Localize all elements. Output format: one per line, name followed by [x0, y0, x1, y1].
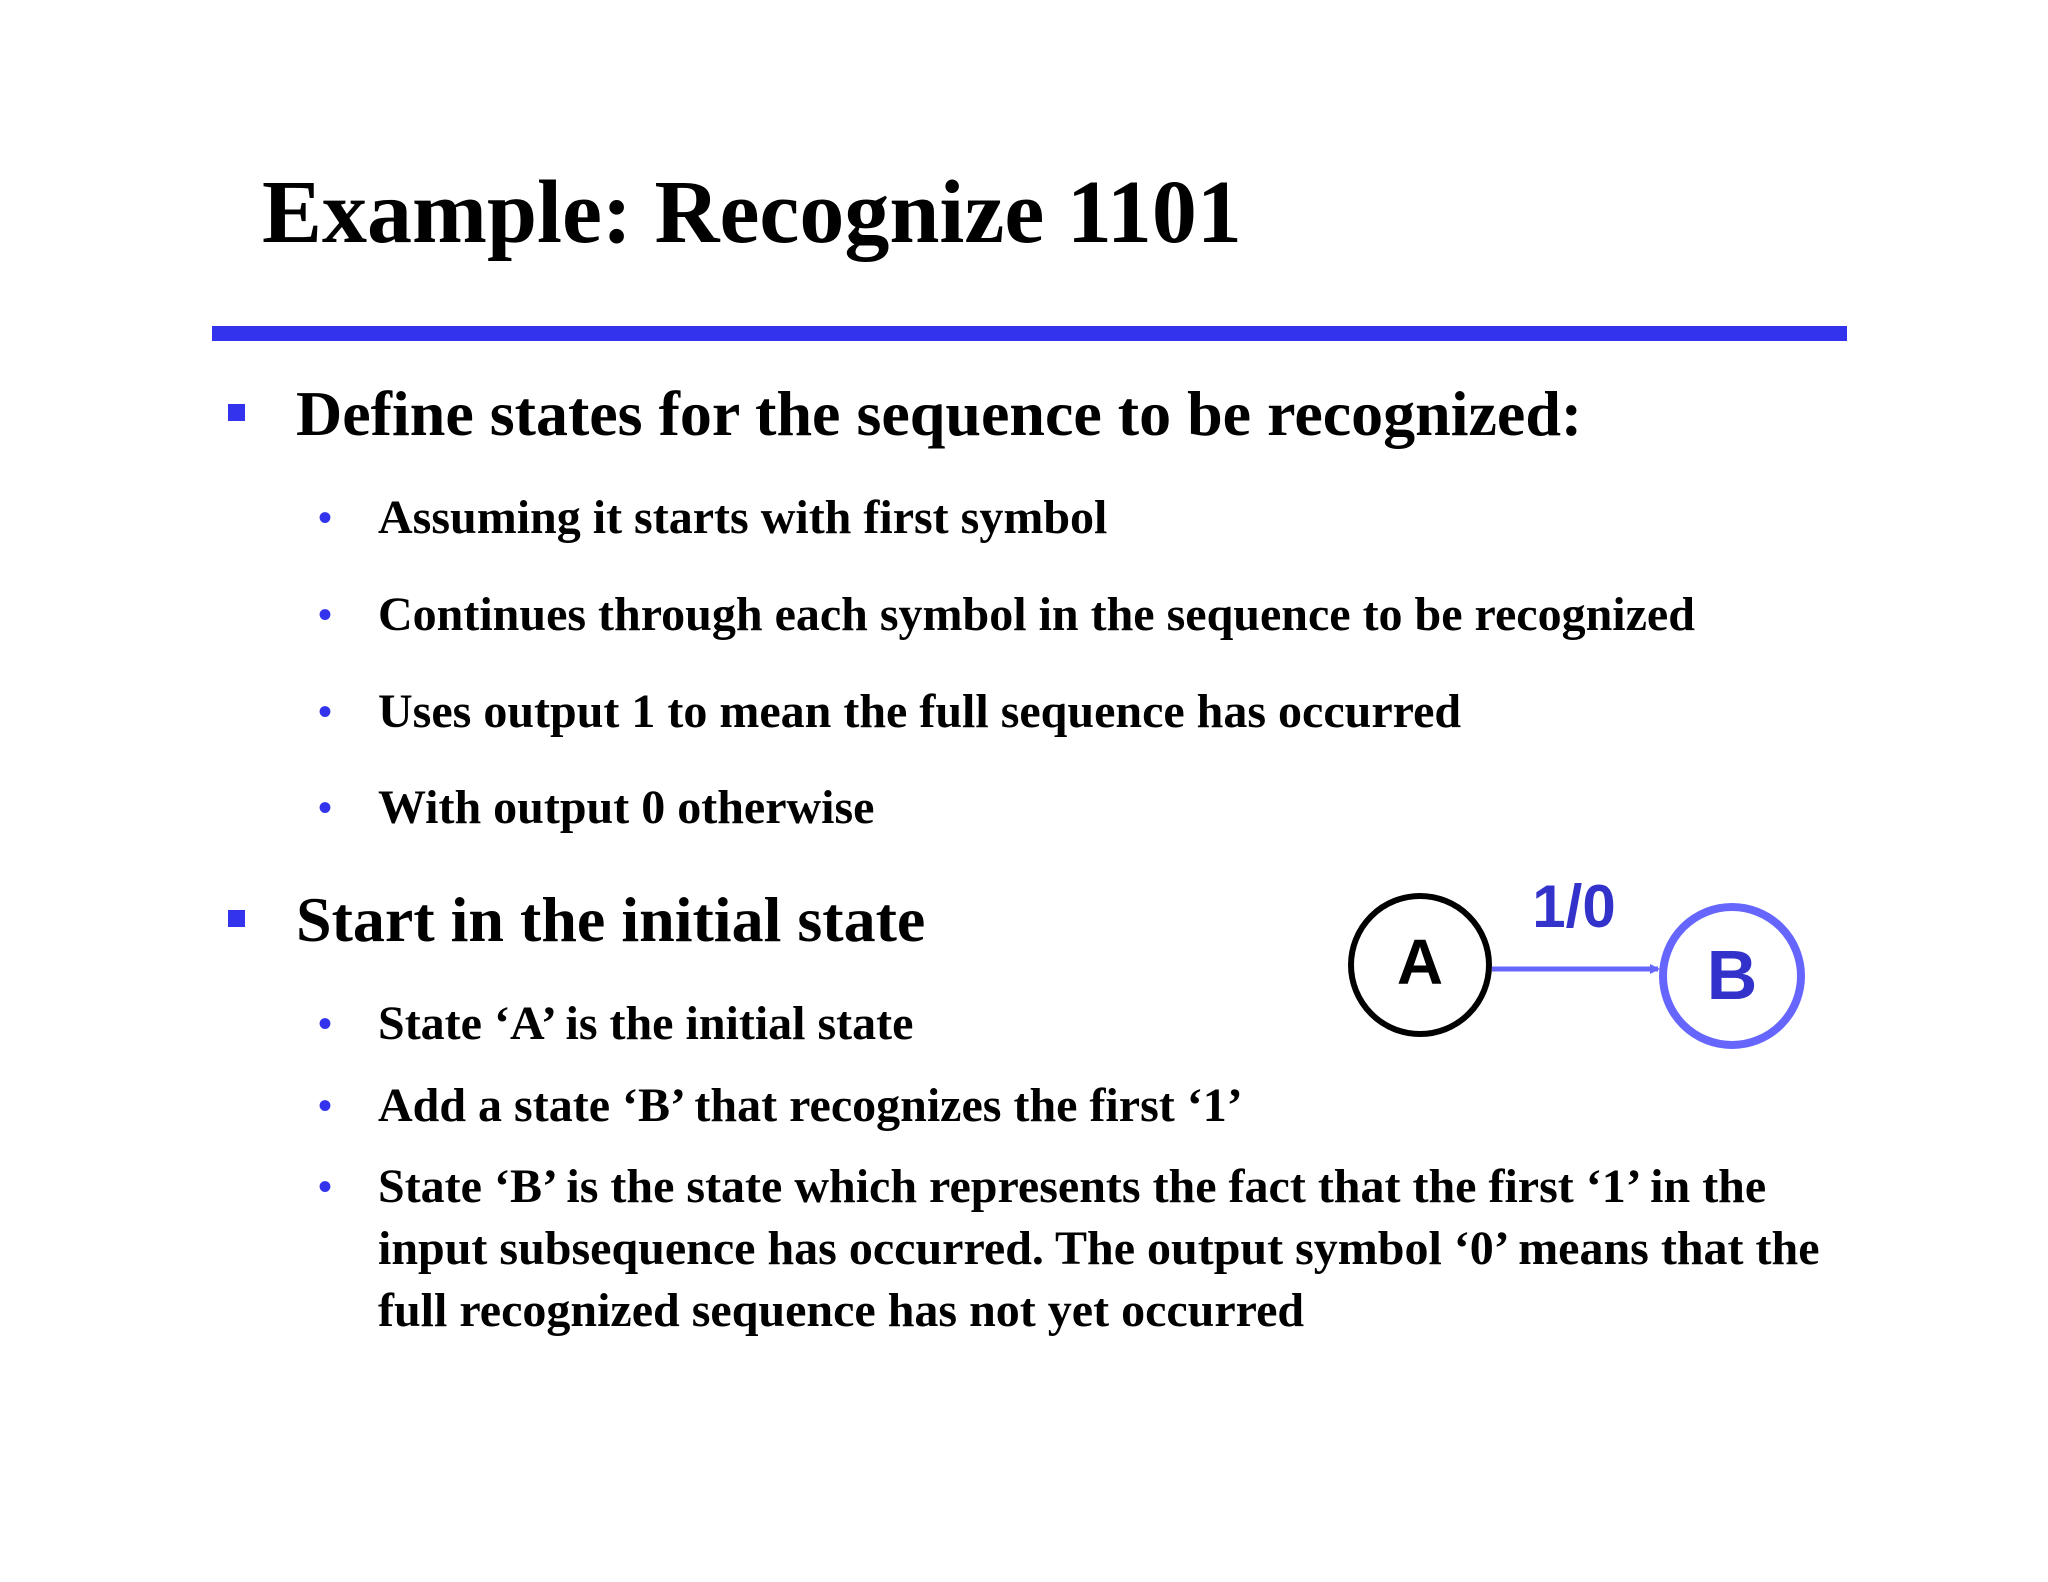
- state-b-label: B: [1706, 936, 1758, 1014]
- bullet-icon: •: [318, 1164, 333, 1209]
- bullet-icon: •: [318, 689, 333, 734]
- section1-heading: Define states for the sequence to be recognized:: [296, 378, 1583, 449]
- bullet-icon: •: [318, 495, 333, 540]
- bullet-text: Continues through each symbol in the sequence to be recognized: [378, 588, 1695, 641]
- slide-title: Example: Recognize 1101: [262, 163, 1242, 262]
- bullet-text: Add a state ‘B’ that recognizes the first ‘1’: [378, 1079, 1243, 1132]
- bullet-icon: •: [318, 785, 333, 830]
- transition-label: 1/0: [1532, 880, 1616, 940]
- state-b-node: [1663, 907, 1801, 1045]
- bullet-text: State ‘A’ is the initial state: [378, 997, 914, 1050]
- state-a-node: [1351, 896, 1489, 1034]
- bullet-text: State ‘B’ is the state which represents the fact that the first ‘1’ in the input subsequence has occurred. The output symbol ‘0’ means that the full recognized sequence has not yet occurred: [378, 1160, 1820, 1337]
- bullet-text: With output 0 otherwise: [378, 781, 875, 834]
- bullet-text: Uses output 1 to mean the full sequence has occurred: [378, 685, 1462, 738]
- state-diagram: [1340, 880, 1820, 1060]
- title-divider: [212, 326, 1847, 341]
- bullet-icon: •: [318, 1083, 333, 1128]
- bullet-text: Assuming it starts with first symbol: [378, 491, 1108, 544]
- section2-heading: Start in the initial state: [296, 884, 926, 955]
- bullet-icon: •: [318, 592, 333, 637]
- bullet-icon: •: [318, 1001, 333, 1046]
- square-bullet-icon: [228, 404, 245, 421]
- square-bullet-icon: [228, 910, 245, 927]
- state-a-label: A: [1396, 926, 1444, 998]
